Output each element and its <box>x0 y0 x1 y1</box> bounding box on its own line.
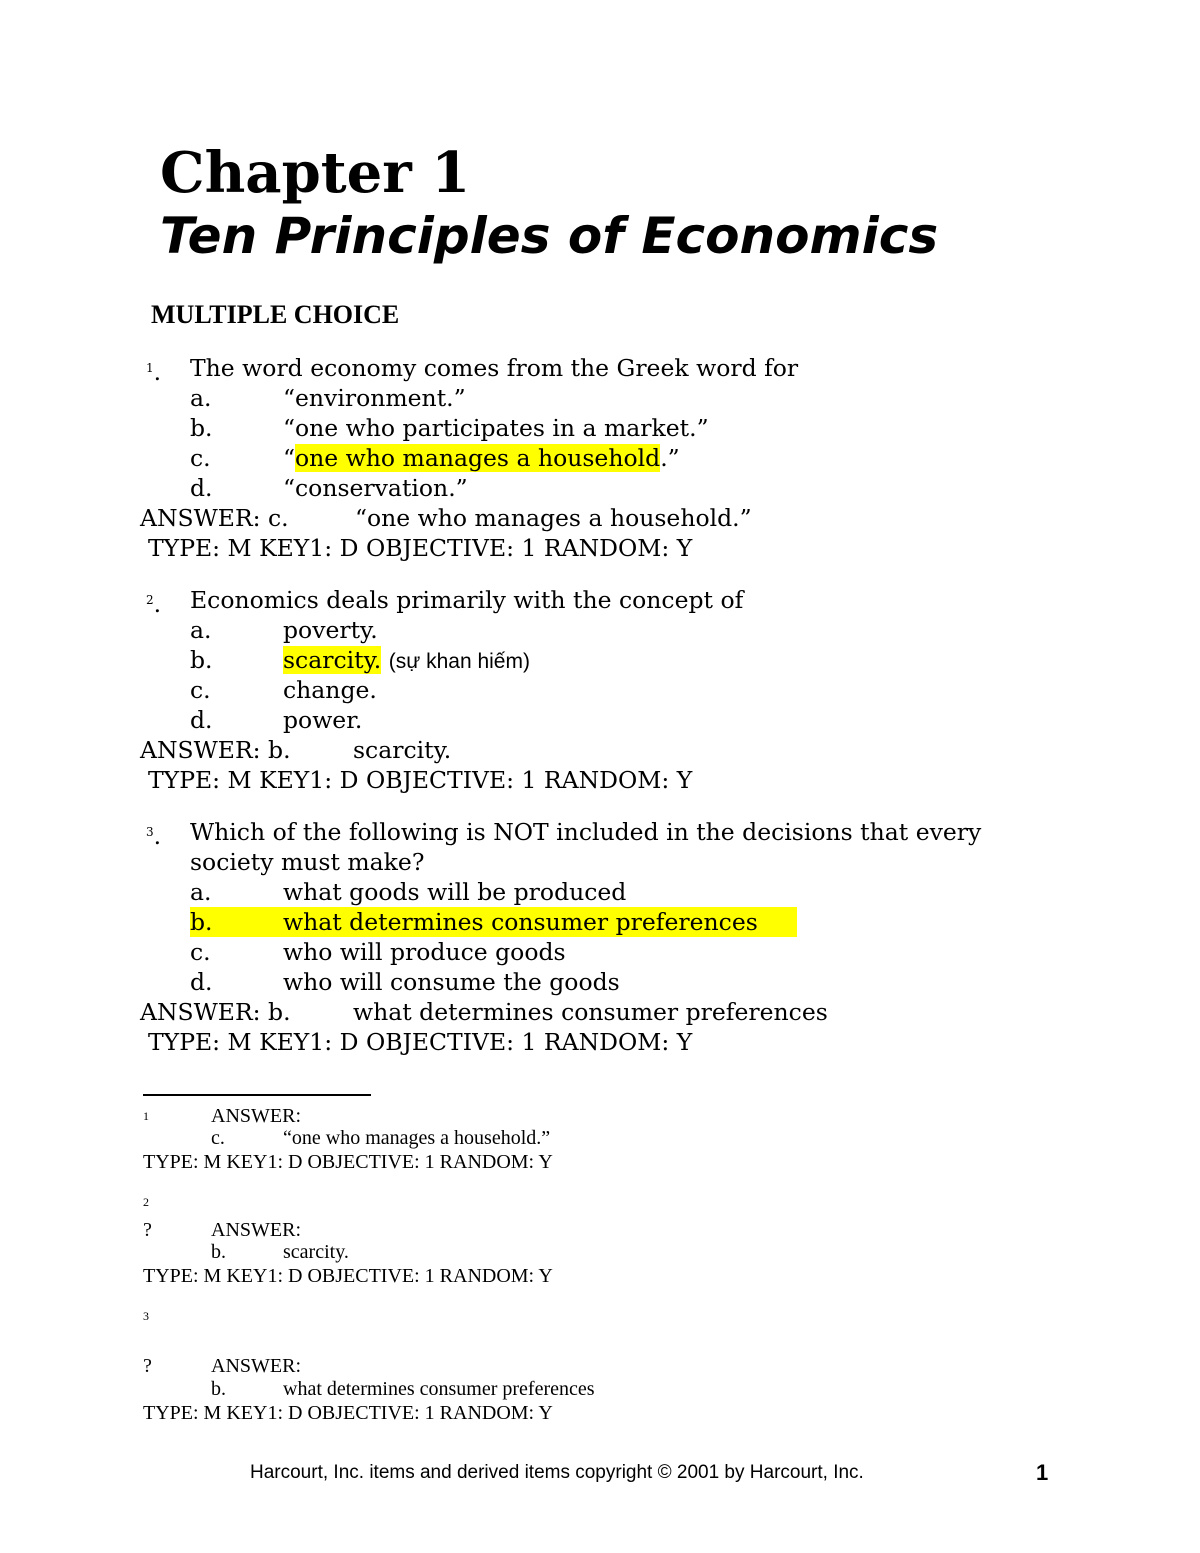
footnote-text: scarcity. <box>283 1241 349 1263</box>
section-heading: MULTIPLE CHOICE <box>151 300 400 329</box>
footnote-mark: 2 <box>143 1195 149 1209</box>
question-stem: Economics deals primarily with the concept of <box>190 586 744 614</box>
question-meta: TYPE: M KEY1: D OBJECTIVE: 1 RANDOM: Y <box>148 534 693 562</box>
option-letter: d. <box>190 706 213 734</box>
option-letter: b. <box>190 414 213 442</box>
footnote-letter: b. <box>211 1241 226 1263</box>
option-letter: a. <box>190 384 212 412</box>
option-letter: a. <box>190 878 212 906</box>
footnote-letter: b. <box>211 1378 226 1400</box>
option-letter: a. <box>190 616 212 644</box>
question-stem: The word economy comes from the Greek word for <box>190 354 799 382</box>
option-text: who will produce goods <box>283 938 566 966</box>
footnote-separator <box>143 1094 371 1096</box>
footnote-text: what determines consumer preferences <box>283 1378 595 1400</box>
option-text: “conservation.” <box>283 474 468 502</box>
option-text: “environment.” <box>283 384 466 412</box>
footnote-answer-label: ANSWER: <box>211 1105 301 1127</box>
option-text: power. <box>283 706 363 734</box>
option-text: what goods will be produced <box>283 878 627 906</box>
footnote-meta: TYPE: M KEY1: D OBJECTIVE: 1 RANDOM: Y <box>143 1402 553 1424</box>
footnote-meta: TYPE: M KEY1: D OBJECTIVE: 1 RANDOM: Y <box>143 1265 553 1287</box>
question-meta: TYPE: M KEY1: D OBJECTIVE: 1 RANDOM: Y <box>148 1028 693 1056</box>
page-number: 1 <box>1036 1460 1049 1485</box>
option-letter: c. <box>190 676 211 704</box>
question-number: $^2$. <box>146 590 162 618</box>
answer-text: what determines consumer preferences <box>353 998 828 1026</box>
footnote-mark: 3 <box>143 1309 149 1323</box>
translation-note: (sự khan hiếm) <box>388 650 530 673</box>
chapter-title: Chapter 1 <box>160 140 471 206</box>
highlighted-answer: what determines consumer preferences <box>283 908 758 936</box>
option-letter: d. <box>190 474 213 502</box>
option-letter: c. <box>190 938 211 966</box>
page-footer <box>0 1460 1200 1486</box>
question-number: $^3$. <box>146 822 162 850</box>
footnote-letter: c. <box>211 1127 225 1149</box>
option-text: “one who participates in a market.” <box>283 414 709 442</box>
question-number: $^1$. <box>146 358 162 386</box>
footnote-symbol: ? <box>143 1355 152 1377</box>
answer-label: ANSWER: c. <box>140 504 289 532</box>
footnote-symbol: ? <box>143 1219 152 1241</box>
footnote-answer-label: ANSWER: <box>211 1219 301 1241</box>
footnote-meta: TYPE: M KEY1: D OBJECTIVE: 1 RANDOM: Y <box>143 1151 553 1173</box>
copyright-text: Harcourt, Inc. items and derived items copyright © 2001 by Harcourt, Inc. <box>250 1462 864 1483</box>
option-text <box>283 645 530 677</box>
question-stem: Which of the following is NOT included in the decisions that every <box>190 818 982 846</box>
option-letter: c. <box>190 444 211 472</box>
option-letter: d. <box>190 968 213 996</box>
question-meta: TYPE: M KEY1: D OBJECTIVE: 1 RANDOM: Y <box>148 766 693 794</box>
option-text: poverty. <box>283 616 378 644</box>
footnote-answer-label: ANSWER: <box>211 1355 301 1377</box>
highlighted-answer: scarcity. <box>283 646 382 674</box>
highlighted-answer: one who manages a household <box>295 444 661 472</box>
answer-label: ANSWER: b. <box>140 998 291 1026</box>
option-text: “one who manages a household.” <box>283 444 680 472</box>
answer-text: scarcity. <box>353 736 452 764</box>
footnote-text: “one who manages a household.” <box>283 1127 551 1149</box>
chapter-subtitle: Ten Principles of Economics <box>160 207 939 265</box>
option-letter: b. <box>190 646 213 674</box>
answer-label: ANSWER: b. <box>140 736 291 764</box>
answer-text: “one who manages a household.” <box>355 504 752 532</box>
question-stem-continued: society must make? <box>190 848 425 876</box>
option-letter: b. <box>190 908 213 936</box>
option-text: who will consume the goods <box>283 968 620 996</box>
option-text: change. <box>283 676 377 704</box>
footnote-mark: 1 <box>143 1109 149 1123</box>
